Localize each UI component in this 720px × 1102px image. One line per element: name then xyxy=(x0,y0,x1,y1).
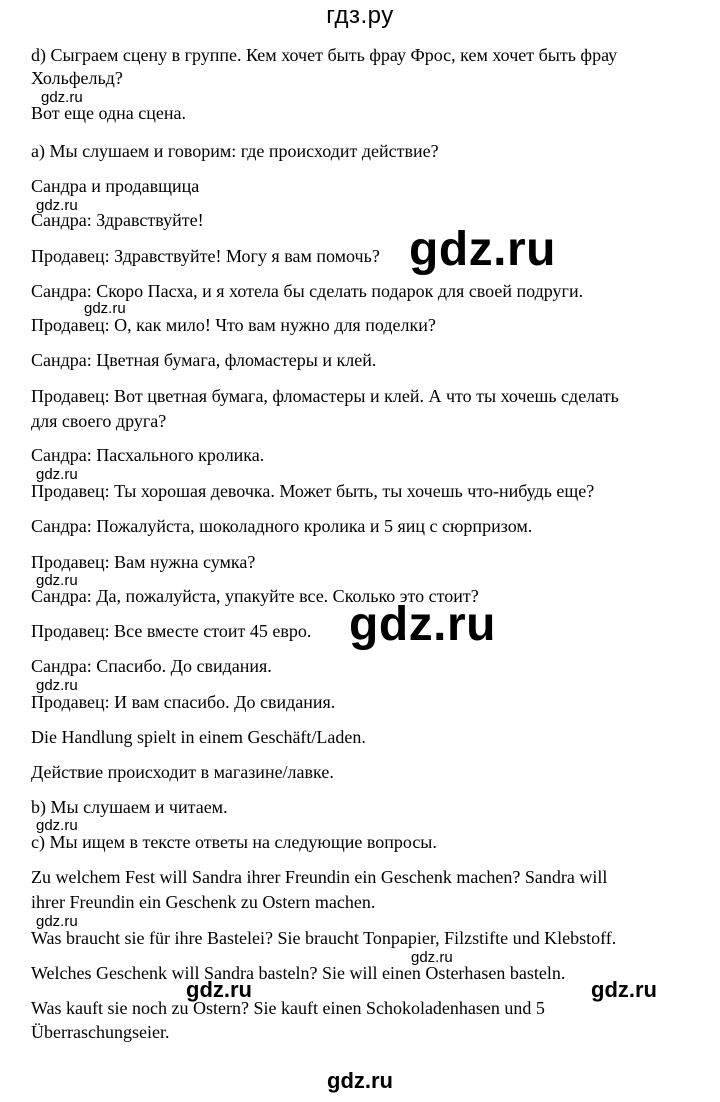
text-line: Сандра: Цветная бумага, фломастеры и клей. xyxy=(31,350,377,370)
text-line: Сандра: Здравствуйте! xyxy=(31,210,204,230)
watermark-medium: gdz.ru xyxy=(186,977,252,1002)
text-line: Продавец: О, как мило! Что вам нужно для поделки? xyxy=(31,315,436,335)
watermark-small: gdz.ru xyxy=(411,949,453,966)
watermark-large: gdz.ru xyxy=(349,598,496,651)
watermark-small: gdz.ru xyxy=(36,817,78,834)
watermark-small: gdz.ru xyxy=(36,913,78,930)
text-line: Продавец: И вам спасибо. До свидания. xyxy=(31,692,336,712)
watermark-small: gdz.ru xyxy=(41,89,83,106)
text-line: c) Мы ищем в тексте ответы на следующие вопросы. xyxy=(31,832,437,852)
text-line: a) Мы слушаем и говорим: где происходит действие? xyxy=(31,141,439,161)
text-line: Продавец: Вам нужна сумка? xyxy=(31,552,256,572)
watermark-small: gdz.ru xyxy=(36,677,78,694)
watermark-small: gdz.ru xyxy=(36,572,78,589)
text-line: b) Мы слушаем и читаем. xyxy=(31,797,228,817)
text-line: Хольфельд? xyxy=(31,68,123,88)
text-line: Сандра: Пасхального кролика. xyxy=(31,445,265,465)
text-line: Продавец: Вот цветная бумага, фломастеры и клей. А что ты хочешь сделать xyxy=(31,386,619,406)
text-line: Welches Geschenk will Sandra basteln? Sie will einen Osterhasen basteln. xyxy=(31,963,566,983)
text-line: Продавец: Все вместе стоит 45 евро. xyxy=(31,621,312,641)
text-line: для своего друга? xyxy=(31,411,167,431)
text-line: Überraschungseier. xyxy=(31,1022,170,1042)
text-line: Сандра: Спасибо. До свидания. xyxy=(31,656,272,676)
text-line: d) Сыграем сцену в группе. Кем хочет быть фрау Фрос, кем хочет быть фрау xyxy=(31,45,618,65)
watermark-medium: gdz.ru xyxy=(591,977,657,1002)
text-line: Продавец: Здравствуйте! Могу я вам помочь? xyxy=(31,246,380,266)
text-line: Сандра: Пожалуйста, шоколадного кролика и 5 яиц с сюрпризом. xyxy=(31,516,533,536)
footer-watermark: gdz.ru xyxy=(327,1068,393,1093)
watermark-small: gdz.ru xyxy=(36,197,78,214)
text-line: Действие происходит в магазине/лавке. xyxy=(31,762,334,782)
text-line: Сандра: Да, пожалуйста, упакуйте все. Сколько это стоит? xyxy=(31,586,479,606)
text-line: ihrer Freundin ein Geschenk zu Ostern machen. xyxy=(31,892,376,912)
text-line: Die Handlung spielt in einem Geschäft/Laden. xyxy=(31,727,366,747)
text-line: Was kauft sie noch zu Ostern? Sie kauft einen Schokoladenhasen und 5 xyxy=(31,998,545,1018)
text-line: Was braucht sie für ihre Bastelei? Sie braucht Tonpapier, Filzstifte und Klebstoff. xyxy=(31,928,617,948)
text-line: Продавец: Ты хорошая девочка. Может быть, ты хочешь что-нибудь еще? xyxy=(31,481,595,501)
text-line: Вот еще одна сцена. xyxy=(31,103,186,123)
site-title: гдз.ру xyxy=(326,2,394,29)
watermark-small: gdz.ru xyxy=(84,300,126,317)
text-line: Сандра: Скоро Пасха, и я хотела бы сделать подарок для своей подруги. xyxy=(31,281,584,301)
text-line: Сандра и продавщица xyxy=(31,176,200,196)
watermark-small: gdz.ru xyxy=(36,466,78,483)
watermark-large: gdz.ru xyxy=(409,223,556,276)
text-line: Zu welchem Fest will Sandra ihrer Freundin ein Geschenk machen? Sandra will xyxy=(31,867,608,887)
